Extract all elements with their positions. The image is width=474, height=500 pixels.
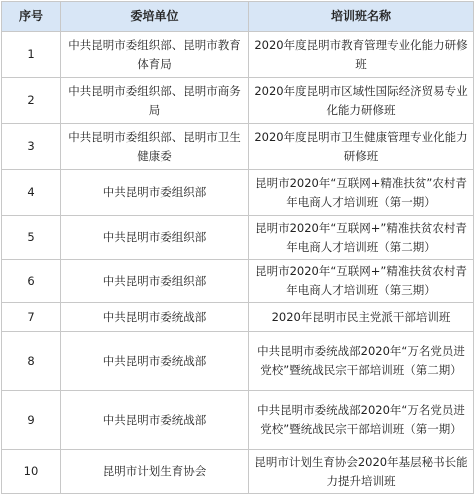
cell-org: 中共昆明市委统战部: [61, 391, 249, 450]
table-body: [2, 32, 474, 494]
cell-org: 中共昆明市委组织部: [61, 216, 249, 260]
cell-seq: 1: [2, 32, 61, 78]
header-name: 培训班名称: [249, 2, 474, 32]
header-seq: 序号: [2, 2, 61, 32]
cell-course-name: 中共昆明市委统战部2020年“万名党员进党校”暨统战民宗干部培训班（第一期）: [249, 391, 474, 450]
cell-org: 中共昆明市委组织部、昆明市商务局: [61, 78, 249, 124]
cell-seq: 10: [2, 450, 61, 494]
header-row: [2, 2, 474, 32]
cell-seq: 3: [2, 124, 61, 170]
cell-course-name: 2020年昆明市民主党派干部培训班: [249, 303, 474, 332]
cell-course-name: 昆明市2020年“互联网+”精准扶贫农村青年电商人才培训班（第三期）: [249, 260, 474, 303]
table-row: [2, 216, 474, 260]
table-row: [2, 391, 474, 450]
cell-org: 中共昆明市委组织部: [61, 170, 249, 216]
cell-seq: 8: [2, 332, 61, 391]
cell-seq: 9: [2, 391, 61, 450]
cell-org: 中共昆明市委组织部、昆明市卫生健康委: [61, 124, 249, 170]
cell-org: 中共昆明市委统战部: [61, 332, 249, 391]
cell-course-name: 昆明市2020年“互联网+精准扶贫”农村青年电商人才培训班（第一期）: [249, 170, 474, 216]
training-table: [1, 1, 474, 494]
cell-course-name: 2020年度昆明市卫生健康管理专业化能力研修班: [249, 124, 474, 170]
cell-course-name: 2020年度昆明市区域性国际经济贸易专业化能力研修班: [249, 78, 474, 124]
table-row: [2, 32, 474, 78]
table-row: [2, 332, 474, 391]
cell-course-name: 2020年度昆明市教育管理专业化能力研修班: [249, 32, 474, 78]
cell-course-name: 昆明市计划生育协会2020年基层秘书长能力提升培训班: [249, 450, 474, 494]
cell-seq: 7: [2, 303, 61, 332]
cell-org: 昆明市计划生育协会: [61, 450, 249, 494]
cell-org: 中共昆明市委统战部: [61, 303, 249, 332]
cell-course-name: 中共昆明市委统战部2020年“万名党员进党校”暨统战民宗干部培训班（第二期）: [249, 332, 474, 391]
table-row: [2, 124, 474, 170]
cell-org: 中共昆明市委组织部: [61, 260, 249, 303]
cell-seq: 2: [2, 78, 61, 124]
cell-seq: 5: [2, 216, 61, 260]
table-row: [2, 450, 474, 494]
cell-course-name: 昆明市2020年“互联网+”精准扶贫农村青年电商人才培训班（第二期）: [249, 216, 474, 260]
header-org: 委培单位: [61, 2, 249, 32]
cell-seq: 4: [2, 170, 61, 216]
table-row: [2, 260, 474, 303]
table-row: [2, 78, 474, 124]
table-row: [2, 303, 474, 332]
table-row: [2, 170, 474, 216]
cell-org: 中共昆明市委组织部、昆明市教育体育局: [61, 32, 249, 78]
cell-seq: 6: [2, 260, 61, 303]
